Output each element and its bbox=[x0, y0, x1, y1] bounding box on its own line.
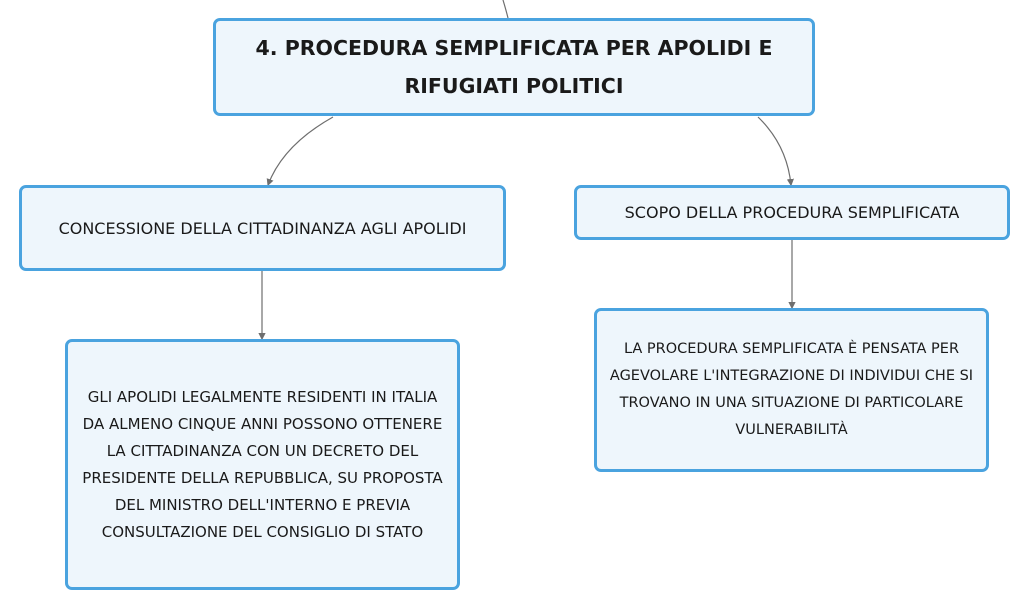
node-scopo-procedura[interactable] bbox=[574, 185, 1010, 240]
node-concessione-cittadinanza[interactable] bbox=[19, 185, 506, 271]
node-concessione-cittadinanza-label: CONCESSIONE DELLA CITTADINANZA AGLI APOLIDI bbox=[58, 218, 467, 238]
root-node[interactable] bbox=[213, 18, 815, 116]
node-integrazione-vulnerabilita-label: LA PROCEDURA SEMPLIFICATA È PENSATA PER AGEVOLARE L'INTEGRAZIONE DI INDIVIDUI CHE SI TROVANO IN UNA SITUAZIONE DI PARTICOLARE VULNERABILITÀ bbox=[609, 341, 974, 438]
node-scopo-procedura-label: SCOPO DELLA PROCEDURA SEMPLIFICATA bbox=[624, 202, 960, 222]
root-node-label: 4. PROCEDURA SEMPLIFICATA PER APOLIDI E RIFUGIATI POLITICI bbox=[255, 36, 773, 98]
node-integrazione-vulnerabilita[interactable] bbox=[594, 308, 989, 472]
node-apolidi-residenti-label: GLI APOLIDI LEGALMENTE RESIDENTI IN ITALIA DA ALMENO CINQUE ANNI POSSONO OTTENERE LA CITTADINANZA CON UN DECRETO DEL PRESIDENTE DELLA REPUBBLICA, SU PROPOSTA DEL MINISTRO DELL'INTERNO E PREVIA CONSULTAZIONE DEL CONSIGLIO DI STATO bbox=[82, 387, 443, 541]
connector-root-to-right bbox=[758, 117, 791, 185]
connector-incoming-root bbox=[503, 0, 508, 18]
node-apolidi-residenti[interactable] bbox=[65, 339, 460, 590]
connector-root-to-left bbox=[268, 117, 333, 185]
